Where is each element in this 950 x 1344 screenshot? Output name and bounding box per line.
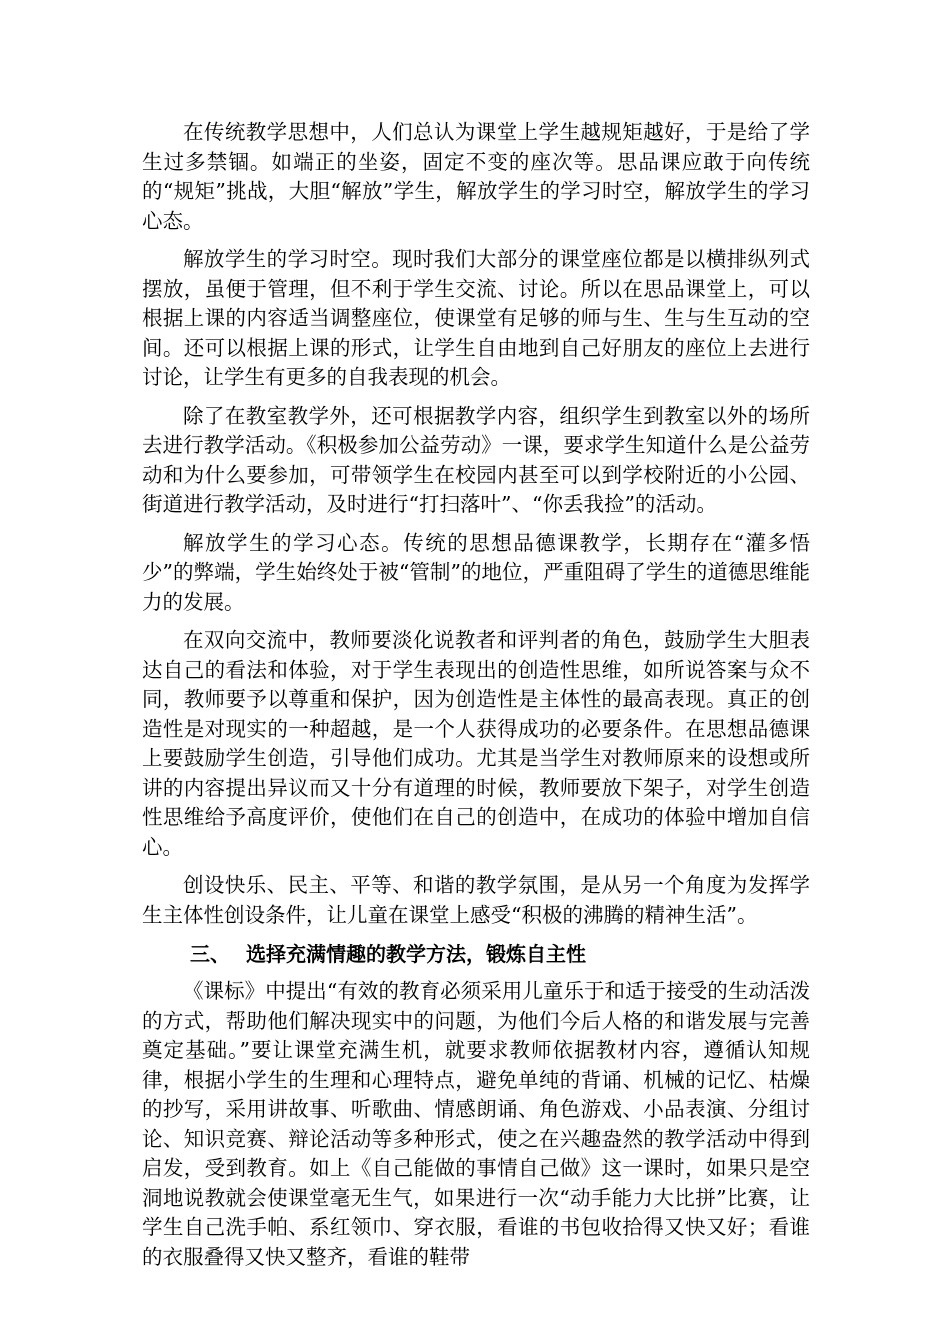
paragraph-classroom-atmosphere: 创设快乐、民主、平等、和谐的教学氛围，是从另一个角度为发挥学生主体性创设条件，让儿童在课堂上感受“积极的沸腾的精神生活”。 xyxy=(142,873,810,927)
paragraph-curriculum-standard: 《课标》中提出“有效的教育必须采用儿童乐于和适于接受的生动活泼的方式，帮助他们解决现实中的问题，为他们今后人格的和谐发展与完善奠定基础。”要让课堂充满生机，就要求教师依据教材内容，遵循认知规律，根据小学生的生理和心理特点，避免单纯的背诵、机械的记忆、枯燥的抄写，采用讲故事、听歌曲、情感朗诵、角色游戏、小品表演、分组讨论、知识竞赛、辩论活动等多种形式，使之在兴趣盎然的教学活动中得到启发，受到教育。如上《自己能做的事情自己做》这一课时，如果只是空洞地说教就会使课堂毫无生气，如果进行一次“动手能力大比拼”比赛，让学生自己洗手帕、系红领巾、穿衣服，看谁的书包收拾得又快又好；看谁的衣服叠得又快又整齐，看谁的鞋带 xyxy=(142,979,810,1269)
paragraph-outdoor-activities: 除了在教室教学外，还可根据教学内容，组织学生到教室以外的场所去进行教学活动。《积极参加公益劳动》一课，要求学生知道什么是公益劳动和为什么要参加，可带领学生在校园内甚至可以到学校附近的小公园、街道进行教学活动，及时进行“打扫落叶”、“你丢我捡”的活动。 xyxy=(142,403,810,516)
document-page xyxy=(142,118,810,1281)
section-number: 三、 xyxy=(190,942,230,966)
paragraph-two-way-communication: 在双向交流中，教师要淡化说教者和评判者的角色，鼓励学生大胆表达自己的看法和体验，对于学生表现出的创造性思维，如所说答案与众不同，教师要予以尊重和保护，因为创造性是主体性的最高表现。真正的创造性是对现实的一种超越，是一个人获得成功的必要条件。在思想品德课上要鼓励学生创造，引导他们成功。尤其是当学生对教师原来的设想或所讲的内容提出异议而又十分有道理的时候，教师要放下架子，对学生创造性思维给予高度评价，使他们在自己的创造中，在成功的体验中增加自信心。 xyxy=(142,628,810,859)
paragraph-learning-mindset: 解放学生的学习心态。传统的思想品德课教学，长期存在“灌多悟少”的弊端，学生始终处于被“管制”的地位，严重阻碍了学生的道德思维能力的发展。 xyxy=(142,530,810,614)
section-title: 选择充满情趣的教学方法，锻炼自主性 xyxy=(246,942,586,966)
section-heading xyxy=(142,939,810,969)
paragraph-learning-space: 解放学生的学习时空。现时我们大部分的课堂座位都是以横排纵列式摆放，虽便于管理，但不利于学生交流、讨论。所以在思品课堂上，可以根据上课的内容适当调整座位，使课堂有足够的师与生、生与生互动的空间。还可以根据上课的形式，让学生自由地到自己好朋友的座位上去进行讨论，让学生有更多的自我表现的机会。 xyxy=(142,247,810,389)
paragraph-traditional-teaching: 在传统教学思想中，人们总认为课堂上学生越规矩越好，于是给了学生过多禁锢。如端正的坐姿，固定不变的座次等。思品课应敢于向传统的“规矩”挑战，大胆“解放”学生，解放学生的学习时空，解放学生的学习心态。 xyxy=(142,120,810,233)
